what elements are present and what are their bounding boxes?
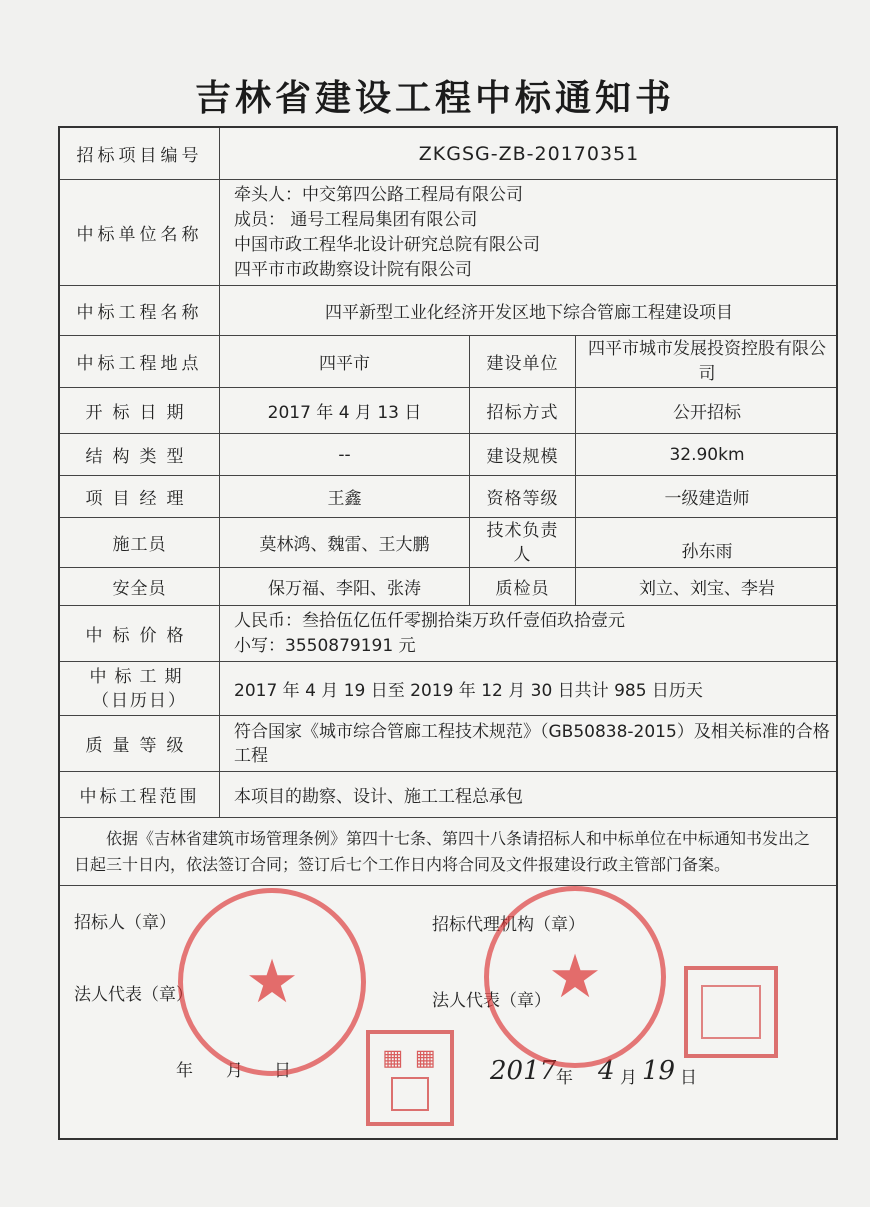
star-icon: ★	[245, 947, 299, 1017]
label-period-line2: （日历日）	[92, 690, 187, 711]
row-manager	[60, 476, 836, 518]
date-month-left: 月	[226, 1061, 243, 1081]
winner-line: 中国市政工程华北设计研究总院有限公司	[234, 234, 540, 255]
seal-glyph: ▦ ▦	[382, 1045, 438, 1071]
qr-code-icon	[391, 1077, 429, 1111]
label-project-code: 招标项目编号	[60, 128, 220, 179]
value-period: 2017 年 4 月 19 日至 2019 年 12 月 30 日共计 985 日历天	[234, 681, 703, 701]
personal-seal-xu	[366, 1030, 454, 1126]
star-icon: ★	[548, 942, 602, 1012]
label-structure: 结构类型	[60, 434, 220, 475]
tenderer-label: 招标人（章）	[74, 913, 176, 933]
row-price	[60, 606, 836, 662]
label-inspector: 质检员	[470, 568, 576, 605]
value-safety: 保万福、李阳、张涛	[220, 568, 470, 605]
value-quality: 符合国家《城市综合管廊工程技术规范》（GB50838-2015）及相关标准的合格工程	[234, 721, 830, 766]
value-winner	[220, 180, 838, 285]
label-manager: 项目经理	[60, 476, 220, 517]
date-day-right: 日	[680, 1068, 697, 1088]
date-day-left: 日	[274, 1061, 291, 1081]
value-project-code: ZKGSG-ZB-20170351	[418, 142, 640, 165]
row-period	[60, 662, 836, 716]
value-project-name: 四平新型工业化经济开发区地下综合管廊工程建设项目	[325, 303, 733, 323]
notice-row	[60, 818, 836, 886]
value-inspector: 刘立、刘宝、李岩	[639, 579, 775, 599]
row-project-code	[60, 128, 836, 180]
value-manager: 王鑫	[220, 476, 470, 517]
value-price	[220, 606, 838, 661]
value-scope: 本项目的勘察、设计、施工工程总承包	[234, 787, 523, 807]
value-builder-unit: 四平市城市发展投资控股有限公司	[588, 338, 826, 384]
notice-text: 依据《吉林省建筑市场管理条例》第四十七条、第四十八条请招标人和中标单位在中标通知书发出之日起三十日内，依法签订合同；签订后七个工作日内将合同及文件报建设行政主管部门备案。	[74, 829, 811, 874]
row-open-date	[60, 388, 836, 434]
handwritten-year: 2017	[490, 1056, 557, 1086]
value-tech-lead: 孙东雨	[681, 542, 733, 562]
row-structure	[60, 434, 836, 476]
value-location: 四平市	[220, 336, 470, 387]
handwritten-day: 19	[642, 1056, 676, 1086]
row-builders	[60, 518, 836, 568]
value-open-date: 2017 年 4 月 13 日	[220, 388, 470, 433]
label-period	[60, 662, 220, 715]
legal-rep-label-left: 法人代表（章）	[74, 985, 193, 1005]
agency-label: 招标代理机构（章）	[432, 915, 585, 935]
company-seal-right	[484, 886, 666, 1068]
winner-line: 成员： 通号工程局集团有限公司	[234, 209, 478, 230]
label-period-line1: 中标工期	[89, 666, 190, 687]
label-tech-lead: 技术负责人	[470, 518, 576, 567]
value-builders: 莫林鸿、魏雷、王大鹏	[220, 518, 470, 567]
handwritten-month: 4	[598, 1056, 615, 1086]
date-year-left: 年	[176, 1061, 193, 1081]
page-title: 吉林省建设工程中标通知书	[194, 77, 675, 119]
label-price: 中标价格	[60, 606, 220, 661]
date-month-right: 月	[620, 1068, 637, 1088]
value-bid-method: 公开招标	[673, 403, 741, 423]
row-winner	[60, 180, 836, 286]
date-year-right: 年	[556, 1068, 573, 1088]
row-project-name	[60, 286, 836, 336]
label-winner: 中标单位名称	[60, 180, 220, 285]
winner-line: 四平市市政勘察设计院有限公司	[234, 259, 472, 280]
row-scope	[60, 772, 836, 818]
winner-line: 牵头人：中交第四公路工程局有限公司	[234, 184, 523, 205]
label-builders: 施工员	[60, 518, 220, 567]
price-words: 人民币：叁拾伍亿伍仟零捌拾柒万玖仟壹佰玖拾壹元	[234, 610, 625, 631]
legal-rep-label-right: 法人代表（章）	[432, 991, 551, 1011]
label-scope: 中标工程范围	[60, 772, 220, 817]
company-seal-left	[178, 888, 366, 1076]
label-scale: 建设规模	[470, 434, 576, 475]
notice-form	[58, 126, 838, 1140]
label-qualification: 资格等级	[470, 476, 576, 517]
value-qualification: 一级建造师	[664, 489, 750, 509]
value-structure: --	[220, 434, 470, 475]
personal-seal-zhou	[684, 966, 778, 1058]
label-open-date: 开标日期	[60, 388, 220, 433]
label-bid-method: 招标方式	[470, 388, 576, 433]
label-safety: 安全员	[60, 568, 220, 605]
label-project-name: 中标工程名称	[60, 286, 220, 335]
row-location	[60, 336, 836, 388]
label-builder-unit: 建设单位	[470, 336, 576, 387]
row-safety	[60, 568, 836, 606]
price-figures: 小写：3550879191 元	[234, 635, 416, 656]
row-quality	[60, 716, 836, 772]
label-location: 中标工程地点	[60, 336, 220, 387]
seal-glyph	[701, 985, 761, 1039]
label-quality: 质量等级	[60, 716, 220, 771]
value-scale: 32.90km	[669, 444, 745, 465]
